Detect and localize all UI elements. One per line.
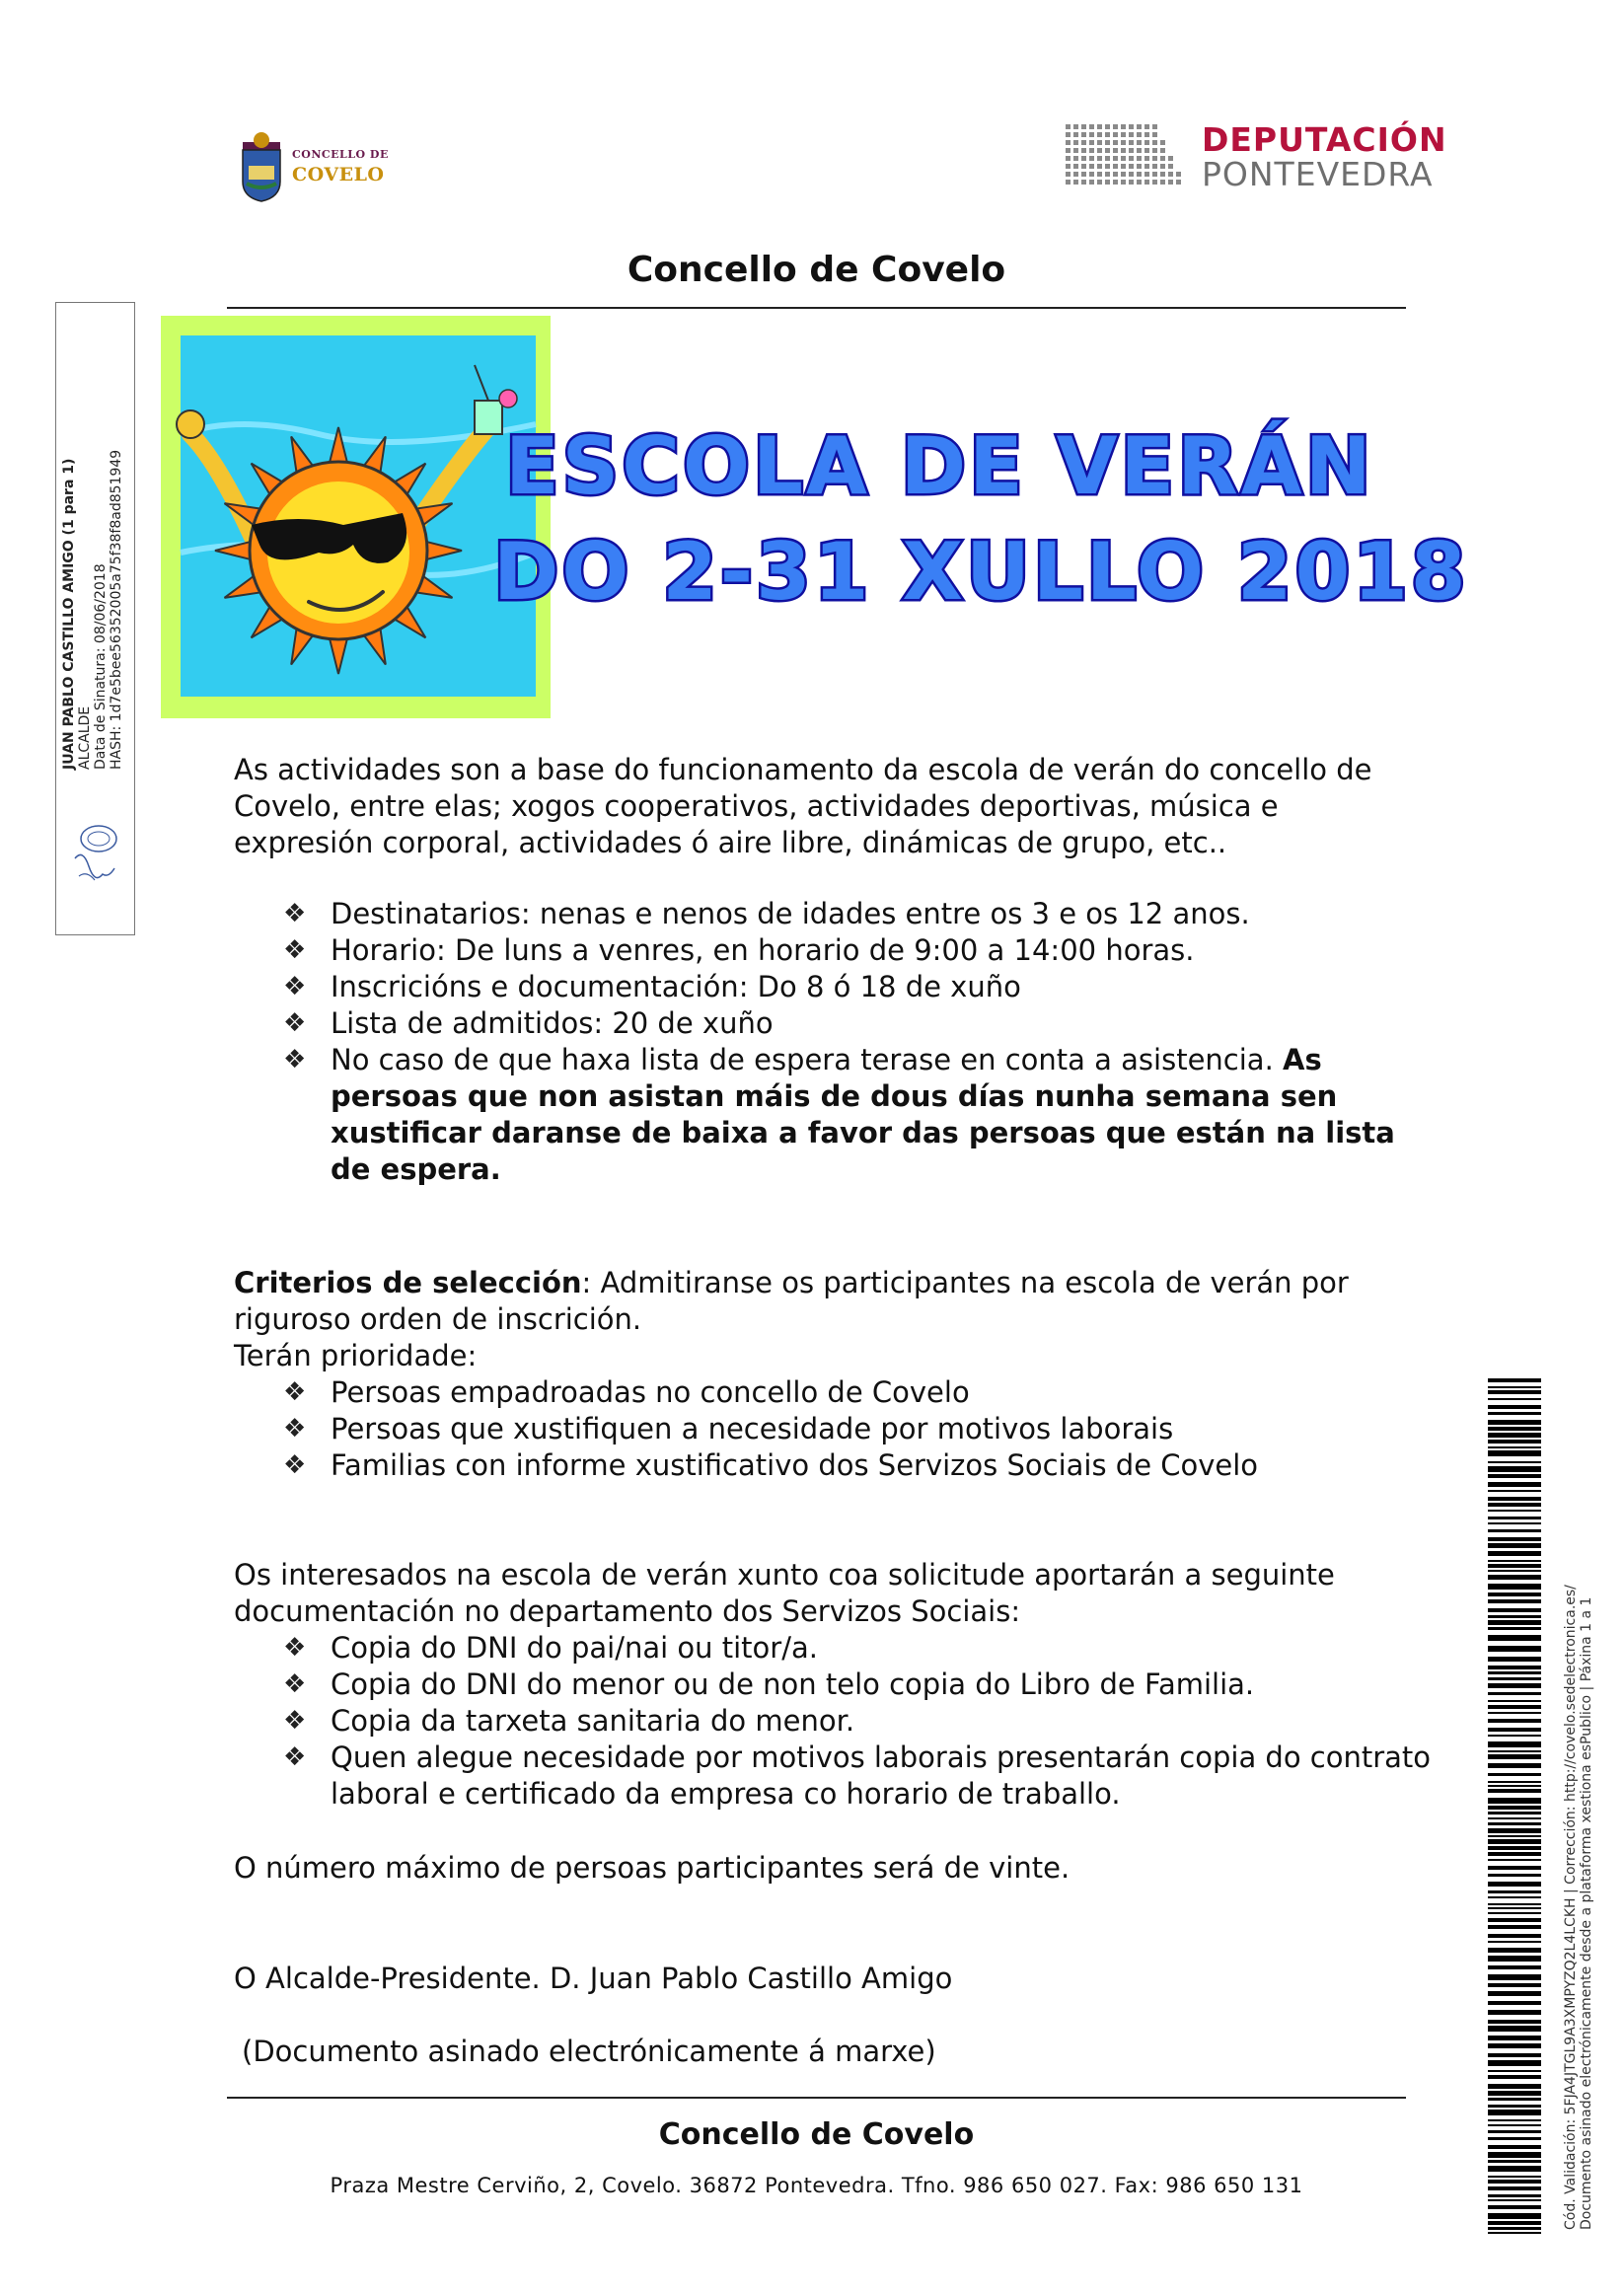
deputacion-pontevedra-logo	[1066, 120, 1447, 193]
bullet-icon: ❖	[283, 972, 307, 1001]
page-title: Concello de Covelo	[627, 250, 1006, 290]
barcode-icon	[1488, 1378, 1541, 2235]
signature-text	[61, 434, 124, 770]
logo-right-line2: PONTEVEDRA	[1202, 155, 1434, 193]
signer-role: ALCALDE	[77, 705, 93, 770]
signature-hash: HASH: 1d7e5bee56352005a75f38f8ad851949	[109, 449, 124, 770]
footer-address: Praza Mestre Cerviño, 2, Covelo. 36872 Pontevedra. Tfno. 986 650 027. Fax: 986 650 131	[330, 2174, 1303, 2197]
logo-right-line1: DEPUTACIÓN	[1202, 120, 1447, 159]
logo-left-line1: CONCELLO DE	[292, 148, 389, 161]
validation-line2: Documento asinado electrónicamente desde a plataforma xestiona esPublico | Páxina 1 a 1	[1579, 1596, 1594, 2230]
footer-title: Concello de Covelo	[658, 2117, 975, 2152]
bullet-icon: ❖	[283, 1414, 307, 1444]
list-item-text: Copia do DNI do pai/nai ou titor/a.	[331, 1631, 818, 1665]
validation-line1: Cód. Validación: 5FJA4JTGL9A3XMPYZQ2L4LCKH | Corrección: http://covelo.sedelectronica.es/	[1563, 1585, 1579, 2230]
signature-date: Data de Sinatura: 08/06/2018	[93, 563, 109, 770]
banner-line1: ESCOLA DE VERÁN	[505, 420, 1374, 512]
list-item	[234, 1703, 1433, 1740]
criteria-label: Criterios de selección	[234, 1266, 582, 1299]
bullet-icon: ❖	[283, 1633, 307, 1663]
list-item-text: Familias con informe xustificativo dos Servizos Sociais de Covelo	[331, 1448, 1259, 1482]
list-item-text: Inscricións e documentación: Do 8 ó 18 de xuño	[331, 970, 1021, 1003]
list-item	[234, 1411, 1433, 1447]
bullet-icon: ❖	[283, 1045, 307, 1074]
validation-text	[1563, 1450, 1594, 2230]
info-list	[234, 896, 1433, 1188]
list-item-text: Quen alegue necesidade por motivos laborais presentarán copia do contrato laboral e certificado da empresa co horario de traballo.	[331, 1741, 1432, 1811]
sun-cartoon-image	[161, 316, 551, 718]
list-item	[234, 1740, 1433, 1813]
bullet-icon: ❖	[283, 899, 307, 928]
signed-note: (Documento asinado electrónicamente á marxe)	[242, 2035, 936, 2068]
bullet-icon: ❖	[283, 935, 307, 965]
list-item-text: Copia da tarxeta sanitaria do menor.	[331, 1704, 855, 1738]
list-item	[234, 932, 1433, 969]
dot-grid-icon	[1066, 124, 1194, 191]
criteria-section	[234, 1265, 1433, 1374]
bullet-icon: ❖	[283, 1742, 307, 1772]
list-item	[234, 1005, 1433, 1042]
banner-line2: DO 2-31 XULLO 2018	[493, 526, 1469, 618]
bullet-icon: ❖	[283, 1377, 307, 1407]
priority-list	[234, 1374, 1433, 1484]
documents-intro: Os interesados na escola de verán xunto coa solicitude aportarán a seguinte documentación no departamento dos Servizos Sociais:	[234, 1558, 1335, 1628]
bullet-icon: ❖	[283, 1450, 307, 1480]
documents-list	[234, 1630, 1433, 1813]
header-divider	[227, 307, 1406, 309]
bullet-icon: ❖	[283, 1669, 307, 1699]
list-item	[234, 1447, 1433, 1484]
list-item-text: No caso de que haxa lista de espera terase en conta a asistencia.	[331, 1043, 1284, 1076]
bullet-icon: ❖	[283, 1008, 307, 1038]
criteria-text: : Admitiranse os participantes na escola de verán por riguroso orden de inscrición.	[234, 1266, 1349, 1336]
banner-headline	[493, 414, 1608, 631]
list-item	[234, 1042, 1433, 1188]
concello-covelo-logo	[235, 126, 393, 211]
list-item-text: Lista de admitidos: 20 de xuño	[331, 1006, 774, 1040]
list-item-text: Destinatarios: nenas e nenos de idades entre os 3 e os 12 anos.	[331, 897, 1250, 930]
mayor-signature-line: O Alcalde-Presidente. D. Juan Pablo Castillo Amigo	[234, 1962, 953, 1995]
intro-paragraph: As actividades son a base do funcionamento da escola de verán do concello de Covelo, entre elas; xogos cooperativos, actividades deportivas, música e expresión corporal, actividades ó aire libre, dinámicas de grupo, etc..	[234, 753, 1372, 859]
list-item-text: Persoas que xustifiquen a necesidade por motivos laborais	[331, 1412, 1174, 1445]
logo-left-line2: COVELO	[292, 164, 385, 185]
list-item-text: Horario: De luns a venres, en horario de 9:00 a 14:00 horas.	[331, 933, 1195, 967]
list-item	[234, 1630, 1433, 1666]
list-item	[234, 969, 1433, 1005]
list-item	[234, 1666, 1433, 1703]
max-participants: O número máximo de persoas participantes será de vinte.	[234, 1851, 1070, 1885]
list-item-text: Persoas empadroadas no concello de Covelo	[331, 1375, 970, 1409]
signer-name: JUAN PABLO CASTILLO AMIGO (1 para 1)	[61, 458, 77, 770]
priority-heading: Terán prioridade:	[234, 1339, 478, 1372]
footer-divider	[227, 2097, 1406, 2099]
coat-of-arms-icon	[237, 130, 286, 205]
list-item-text: Copia do DNI do menor ou de non telo copia do Libro de Familia.	[331, 1667, 1255, 1701]
list-item-bold-text: As persoas que non asistan máis de dous días nunha semana sen xustificar daranse de baixa a favor das persoas que están na lista de espera.	[331, 1043, 1395, 1186]
signature-seal-icon	[69, 819, 120, 888]
list-item	[234, 1374, 1433, 1411]
bullet-icon: ❖	[283, 1706, 307, 1736]
list-item	[234, 896, 1433, 932]
